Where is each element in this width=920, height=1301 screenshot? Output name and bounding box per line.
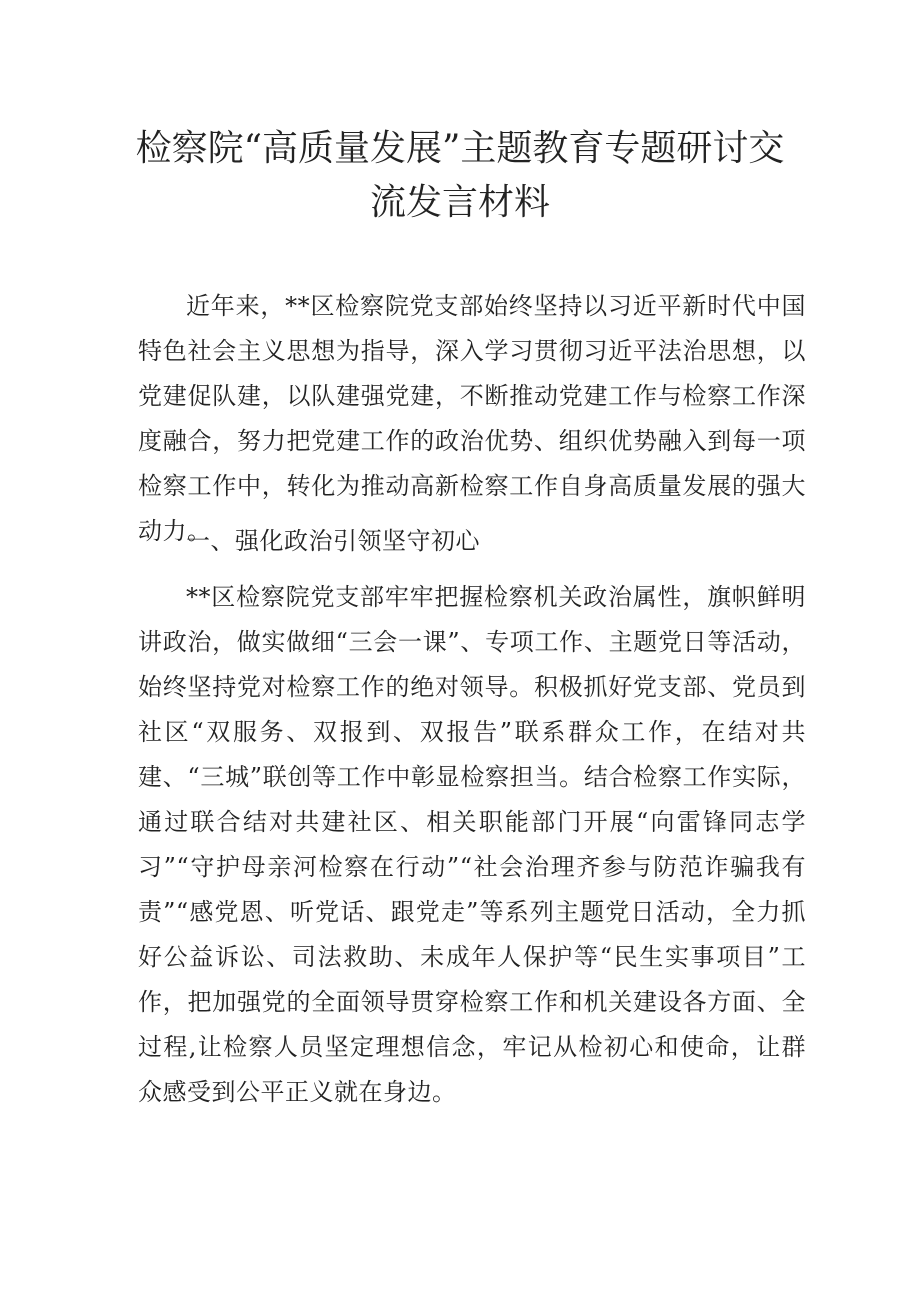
document-title — [120, 122, 800, 230]
title-line-2: 流发言材料 — [369, 182, 550, 223]
title-line-1: 检察院“高质量发展”主题教育专题研讨交 — [135, 128, 785, 169]
section-heading: 一、强化政治引领坚守初心 — [186, 527, 480, 555]
intro-paragraph: 近年来，**区检察院党支部始终坚持以习近平新时代中国特色社会主义思想为指导，深入学习贯彻习近平法治思想，以党建促队建，以队建强党建，不断推动党建工作与检察工作深度融合，努力把党建工作的政治优势、组织优势融入到每一项检察工作中，转化为推动高新检察工作自身高质量发展的强大动力。 — [138, 292, 806, 545]
section-paragraph: **区检察院党支部牢牢把握检察机关政治属性，旗帜鲜明讲政治，做实做细“三会一课”、专项工作、主题党日等活动，始终坚持党对检察工作的绝对领导。积极抓好党支部、党员到社区“双服务、双报到、双报告”联系群众工作，在结对共建、“三城”联创等工作中彰显检察担当。结合检察工作实际，通过联合结对共建社区、相关职能部门开展“向雷锋同志学习”“守护母亲河检察在行动”“社会治理齐参与防范诈骗我有责”“感党恩、听党话、跟党走”等系列主题党日活动，全力抓好公益诉讼、司法救助、未成年人保护等“民生实事项目”工作，把加强党的全面领导贯穿检察工作和机关建设各方面、全过程,让检察人员坚定理想信念，牢记从检初心和使命，让群众感受到公平正义就在身边。 — [138, 583, 806, 1106]
